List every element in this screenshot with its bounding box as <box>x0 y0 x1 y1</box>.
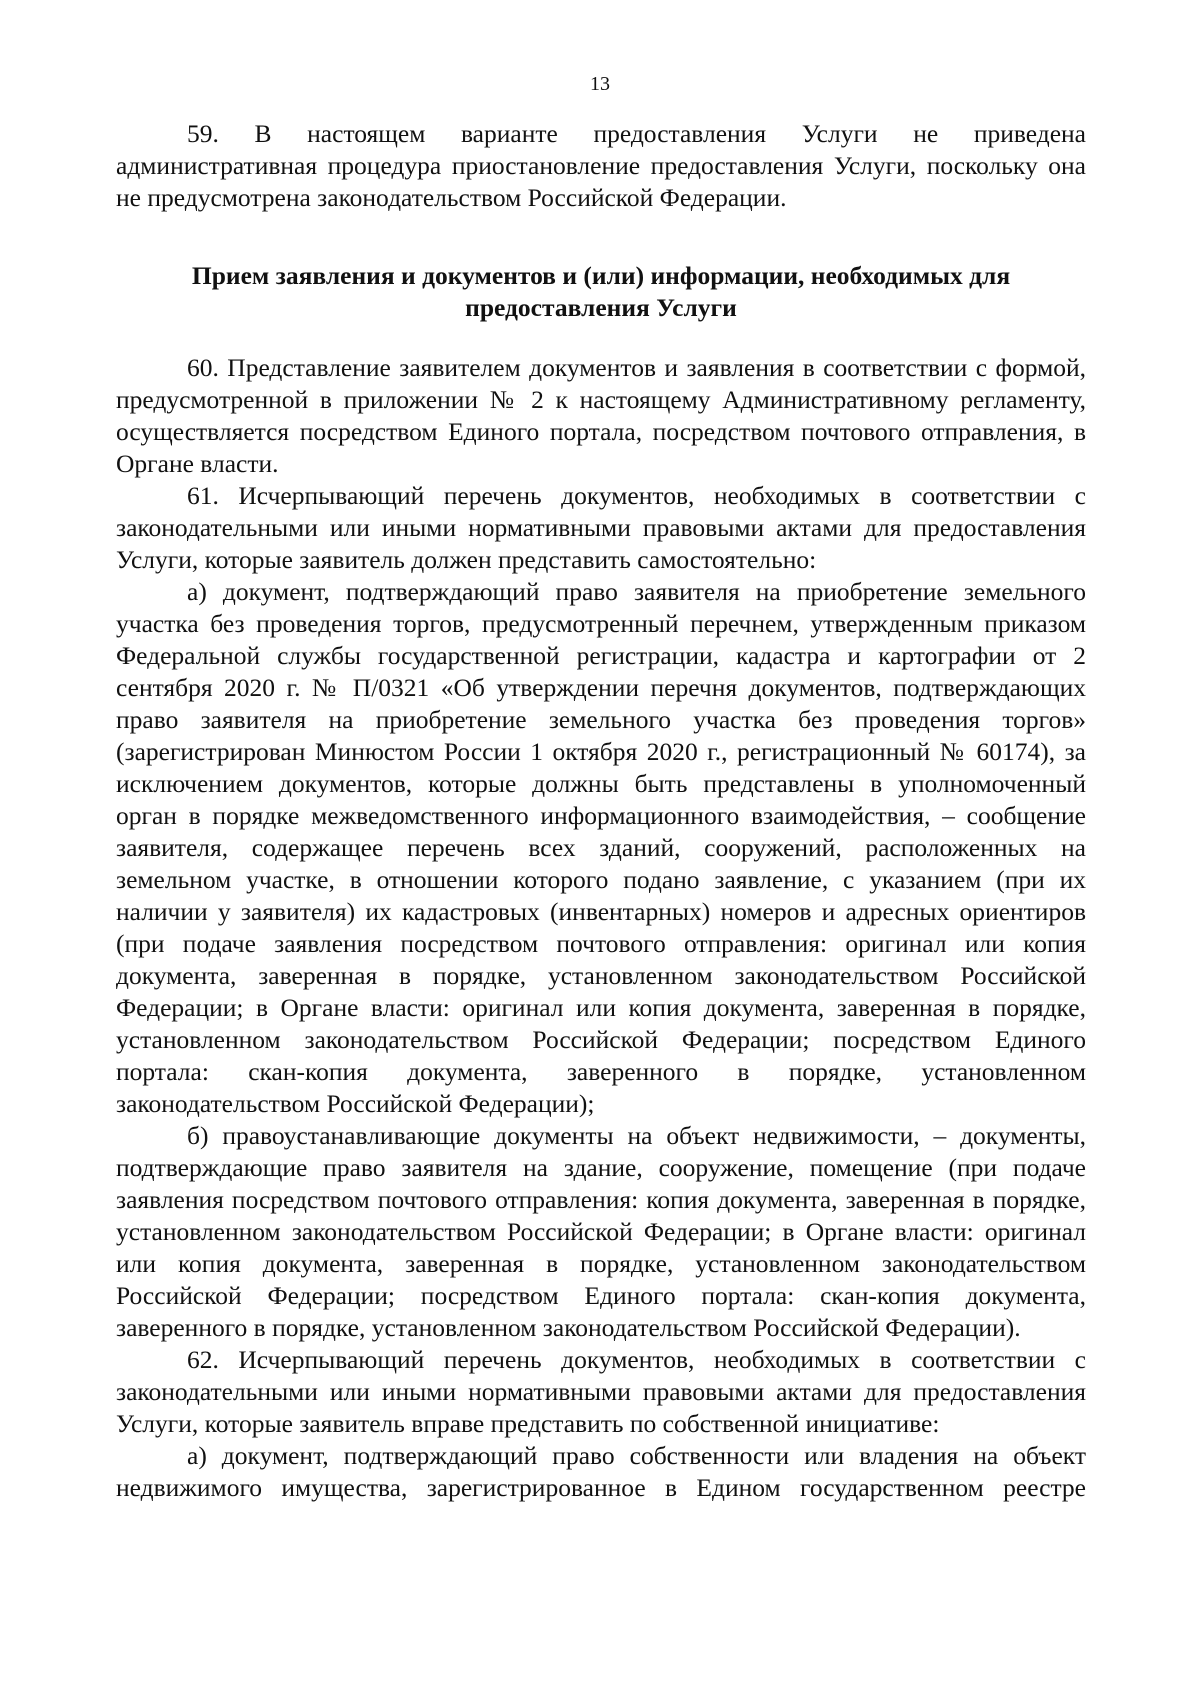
paragraph-61-a: а) документ, подтверждающий право заявителя на приобретение земельного участка без проведения торгов, предусмотренный перечнем, утвержденным приказом Федеральной службы государственной регистрации, кадастра и картографии от 2 сентября 2020 г. № П/0321 «Об утверждении перечня документов, подтверждающих право заявителя на приобретение земельного участка без проведения торгов» (зарегистрирован Минюстом России 1 октября 2020 г., регистрационный № 60174), за исключением документов, которые должны быть представлены в уполномоченный орган в порядке межведомственного информационного взаимодействия, – сообщение заявителя, содержащее перечень всех зданий, сооружений, расположенных на земельном участке, в отношении которого подано заявление, с указанием (при их наличии у заявителя) их кадастровых (инвентарных) номеров и адресных ориентиров (при подаче заявления посредством почтового отправления: оригинал или копия документа, заверенная в порядке, установленном законодательством Российской Федерации; в Органе власти: оригинал или копия документа, заверенная в порядке, установленном законодательством Российской Федерации; посредством Единого портала: скан-копия документа, заверенного в порядке, установленном законодательством Российской Федерации); <box>116 577 1086 1118</box>
paragraph-60: 60. Представление заявителем документов и заявления в соответствии с формой, предусмотренной в приложении № 2 к настоящему Административному регламенту, осуществляется посредством Единого портала, посредством почтового отправления, в Органе власти. <box>116 353 1086 478</box>
paragraph-62-a: а) документ, подтверждающий право собственности или владения на объект недвижимого имущества, зарегистрированное в Едином государственном реестре <box>116 1441 1086 1502</box>
paragraph-61: 61. Исчерпывающий перечень документов, необходимых в соответствии с законодательными или иными нормативными правовыми актами для предоставления Услуги, которые заявитель должен представить самостоятельно: <box>116 481 1086 574</box>
document-body <box>116 118 1086 1504</box>
spacer <box>116 214 1086 260</box>
spacer <box>116 324 1086 352</box>
paragraph-62: 62. Исчерпывающий перечень документов, необходимых в соответствии с законодательными или иными нормативными правовыми актами для предоставления Услуги, которые заявитель вправе представить по собственной инициативе: <box>116 1345 1086 1438</box>
paragraph-61-b: б) правоустанавливающие документы на объект недвижимости, – документы, подтверждающие право заявителя на здание, сооружение, помещение (при подаче заявления посредством почтового отправления: копия документа, заверенная в порядке, установленном законодательством Российской Федерации; в Органе власти: оригинал или копия документа, заверенная в порядке, установленном законодательством Российской Федерации; посредством Единого портала: скан-копия документа, заверенного в порядке, установленном законодательством Российской Федерации). <box>116 1121 1086 1342</box>
paragraph-59: 59. В настоящем варианте предоставления Услуги не приведена административная процедура приостановление предоставления Услуги, поскольку она не предусмотрена законодательством Российской Федерации. <box>116 119 1086 212</box>
section-heading: Прием заявления и документов и (или) информации, необходимых для предоставления Услуги <box>191 261 1011 322</box>
page-number: 13 <box>590 73 610 95</box>
